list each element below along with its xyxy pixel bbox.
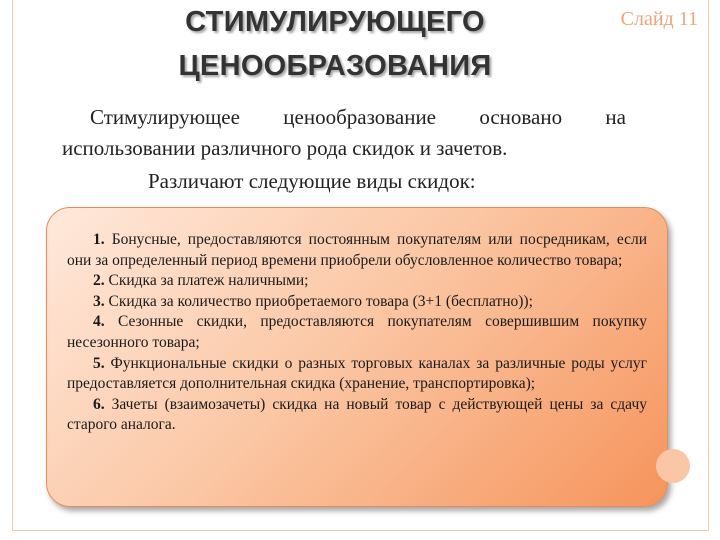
discount-item: [67, 395, 647, 436]
discount-list: [67, 230, 647, 436]
title-line-1: СТИМУЛИРУЮЩЕГО: [185, 6, 485, 38]
types-heading: Различают следующие виды скидок:: [148, 169, 476, 193]
discount-item-text: Бонусные, предоставляются постоянным покупателям или посредникам, если они за определенный период времени приобрели обусловленное количество товара;: [67, 231, 647, 269]
discount-types-card: [46, 207, 668, 507]
discount-item-number: 5.: [93, 354, 105, 372]
discount-item-text: Скидка за количество приобретаемого товара (3+1 (бесплатно));: [104, 292, 533, 310]
discount-item: [67, 271, 647, 292]
discount-item: [67, 354, 647, 395]
discount-item-number: 2.: [93, 272, 105, 290]
discount-item-number: 3.: [93, 292, 105, 310]
discount-item-text: Зачеты (взаимозачеты) скидка на новый товар с действующей цены за сдачу старого аналога.: [67, 395, 647, 434]
discount-item-text: Функциональные скидки о разных торговых каналах за различные роды услуг предоставляется дополнительная скидка (хранение, транспортировка);: [67, 354, 647, 393]
title-line-2: ЦЕНООБРАЗОВАНИЯ: [178, 50, 492, 82]
discount-item: [67, 312, 647, 353]
discount-item: [67, 292, 647, 313]
discount-item-text: Скидка за платеж наличными;: [104, 272, 309, 290]
intro-paragraph: Стимулирующее ценообразование основано на использовании различного рода скидок и зачетов.: [62, 105, 626, 160]
discount-item-number: 6.: [93, 395, 105, 413]
discount-item-text: Сезонные скидки, предоставляются покупателям совершившим покупку несезонного товара;: [67, 313, 647, 351]
discount-item-number: 1.: [93, 231, 105, 248]
slide-number: Слайд 11: [620, 8, 698, 30]
slide-title: [100, 0, 570, 88]
discount-item-number: 4.: [93, 313, 105, 331]
decorative-circle: [656, 449, 690, 483]
discount-item: [67, 230, 647, 271]
